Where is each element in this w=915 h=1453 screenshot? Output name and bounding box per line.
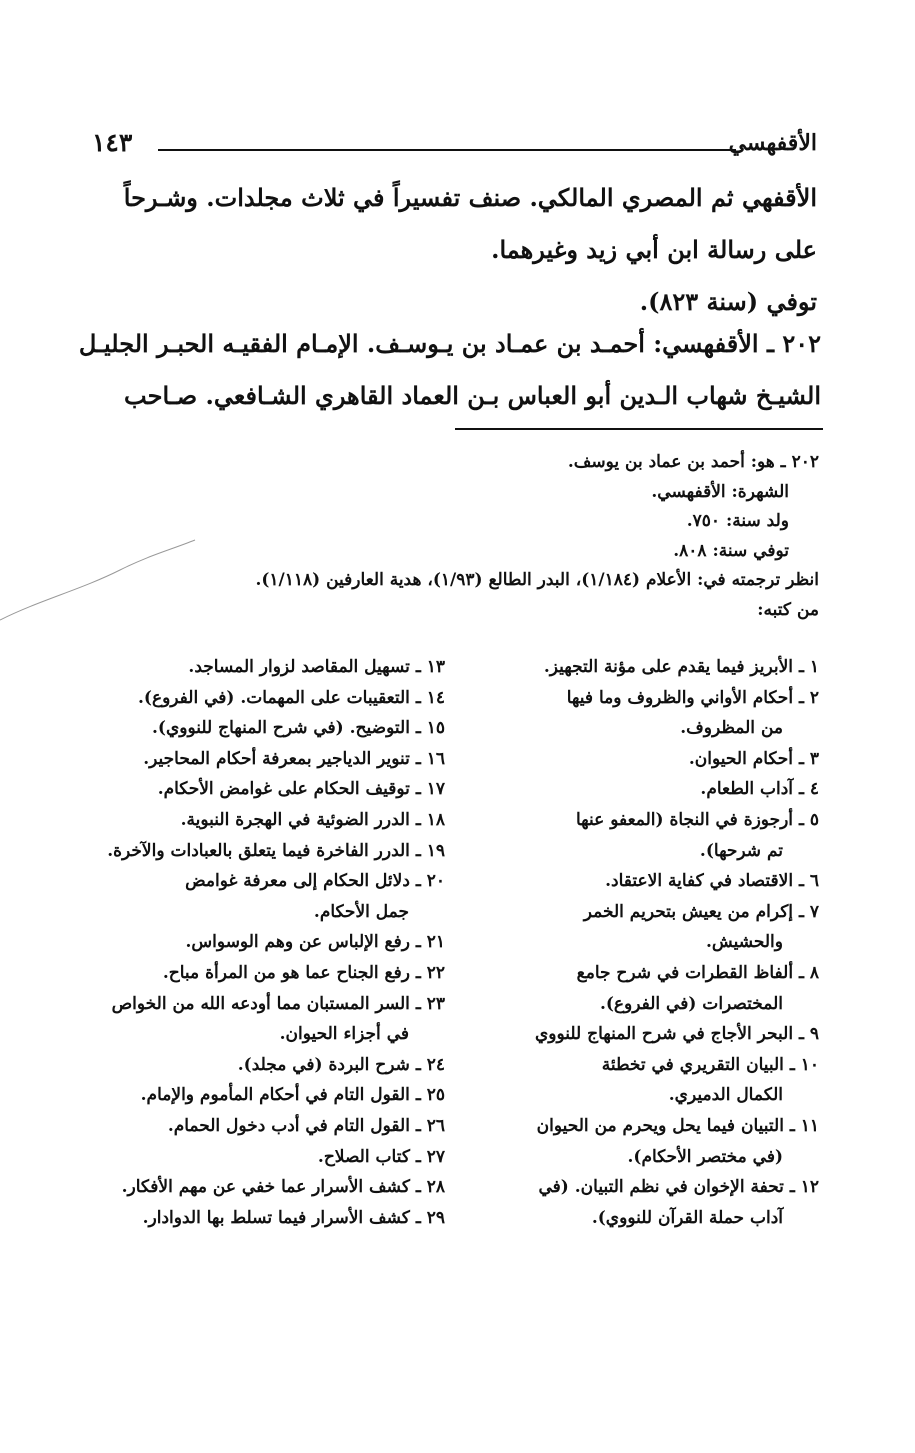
book-list-right-column [499,652,819,1233]
book-title-line: ١ ـ الأبريز فيما يقدم على مؤنة التجهيز. [543,657,819,677]
main-line: ٢٠٢ ـ الأقفهسي: أحمـد بن عمـاد بن يـوسـف. الإمـام الفقيـه الحبـر الجليـل [78,329,821,358]
book-list-item [499,652,819,683]
book-list-item [85,744,445,775]
book-title-line: ٢٩ ـ كشف الأسرار فيما تسلط بها الدوادار. [142,1207,445,1228]
running-header-title: الأقفهسي [728,130,817,156]
book-list-item [499,897,819,958]
main-paragraph-continuation [79,172,817,328]
book-list-item [499,683,819,744]
book-title-line: ٢٢ ـ رفع الجناح عما هو من المرأة مباح. [162,962,445,983]
book-list-item [85,1080,445,1111]
book-title-line: ٢ ـ أحكام الأواني والظروف وما فيها [566,687,819,708]
book-title-line: ٢٧ ـ كتاب الصلاح. [317,1146,445,1167]
book-title-line: ٦ ـ الاقتصاد في كفاية الاعتقاد. [605,871,819,892]
footnote-line: ٢٠٢ ـ هو: أحمد بن عماد بن يوسف. [567,452,819,472]
footnote-rule [455,428,823,430]
footnote-line: انظر ترجمته في: الأعلام (١/١٨٤)، البدر الطالع (١/٩٣)، هدية العارفين (١/١١٨). [255,570,819,590]
book-title-line: ٢١ ـ رفع الإلباس عن وهم الوسواس. [185,932,445,953]
book-title-line: ١٦ ـ تنوير الدياجير بمعرفة أحكام المحاجير. [143,748,445,769]
book-list-item [499,744,819,775]
book-title-line: ٢٤ ـ شرح البردة (في مجلد). [237,1054,445,1075]
book-list-item [85,713,445,744]
book-list-item [499,805,819,866]
book-list-item [499,866,819,897]
book-title-line: المختصرات (في الفروع). [599,993,783,1014]
scan-artifact [0,520,200,630]
book-title-line: (في مختصر الأحكام). [627,1146,783,1167]
book-list-item [85,652,445,683]
book-title-line: ٣ ـ أحكام الحيوان. [688,748,819,769]
book-title-line: جمل الأحكام. [313,901,409,922]
book-list-item [499,958,819,1019]
book-list-item [499,774,819,805]
book-list-item [85,774,445,805]
book-title-line: ٢٦ ـ القول التام في أدب دخول الحمام. [167,1115,445,1136]
book-title-line: ١٨ ـ الدرر الضوئية في الهجرة النبوية. [180,809,445,830]
book-list-item [85,866,445,927]
book-title-line: ١٩ ـ الدرر الفاخرة فيما يتعلق بالعبادات والآخرة. [107,840,445,861]
book-list-item [85,1050,445,1081]
book-list-item [85,927,445,958]
book-list-item [499,1172,819,1233]
book-title-line: والحشيش. [706,932,783,953]
book-list-item [85,1142,445,1173]
book-title-line: ٢٨ ـ كشف الأسرار عما خفي عن مهم الأفكار. [121,1177,445,1198]
book-list-item [499,1111,819,1172]
book-title-line: من المظروف. [680,718,783,739]
book-list-item [85,683,445,714]
book-list-item [85,1172,445,1203]
book-title-line: ٨ ـ ألفاظ القطرات في شرح جامع [576,962,819,983]
main-line: الأقفهي ثم المصري المالكي. صنف تفسيراً في ثلاث مجلدات. وشـرحاً [123,183,817,212]
page-number: ١٤٣ [92,128,133,157]
main-paragraph-entry-202 [78,318,821,422]
book-title-line: ١٤ ـ التعقيبات على المهمات. (في الفروع). [137,687,445,708]
book-list-item [85,805,445,836]
book-list-left-column [85,652,445,1233]
main-line: الشيـخ شهاب الـدين أبو العباس بـن العماد القاهري الشـافعي. صـاحب [124,381,821,410]
book-title-line: الكمال الدميري. [668,1085,783,1106]
footnote-line: توفي سنة: ٨٠٨. [673,540,789,561]
book-title-line: تم شرحها). [699,840,783,861]
footnote-block [99,448,819,625]
book-title-line: ٤ ـ آداب الطعام. [700,779,819,800]
book-title-line: ٧ ـ إكرام من يعيش بتحريم الخمر [583,901,819,922]
book-title-line: آداب حملة القرآن للنووي). [591,1207,783,1228]
book-title-line: في أجزاء الحيوان. [279,1024,409,1045]
book-list-item [499,1019,819,1050]
book-list-item [85,958,445,989]
footnote-line: ولد سنة: ٧٥٠. [686,511,789,531]
book-title-line: ٢٥ ـ القول التام في أحكام المأموم والإمام. [140,1085,445,1106]
book-list-item [85,1111,445,1142]
main-line: توفي (سنة ٨٢٣). [639,287,817,316]
book-list-item [499,1050,819,1111]
book-title-line: ٢٣ ـ السر المستبان مما أودعه الله من الخواص [111,993,445,1014]
header-rule [158,149,736,151]
book-list-item [85,989,445,1050]
footnote-line: الشهرة: الأقفهسي. [651,481,789,502]
book-title-line: ١٣ ـ تسهيل المقاصد لزوار المساجد. [188,657,445,677]
main-line: على رسالة ابن أبي زيد وغيرهما. [491,235,817,264]
book-title-line: ١١ ـ التبيان فيما يحل ويحرم من الحيوان [536,1115,819,1136]
book-title-line: ١٢ ـ تحفة الإخوان في نظم التبيان. (في [538,1177,819,1198]
book-title-line: ١٠ ـ البيان التقريري في تخطئة [601,1054,819,1075]
book-title-line: ١٥ ـ التوضيح. (في شرح المنهاج للنووي). [151,718,445,739]
book-title-line: ٢٠ ـ دلائل الحكام إلى معرفة غوامض [185,871,445,892]
book-list-item [85,1203,445,1234]
book-title-line: ٩ ـ البحر الأجاج في شرح المنهاج للنووي [535,1024,819,1045]
footnote-line: من كتبه: [757,599,819,620]
book-title-line: ٥ ـ أرجوزة في النجاة (المعفو عنها [575,809,819,830]
book-list-item [85,836,445,867]
book-title-line: ١٧ ـ توقيف الحكام على غوامض الأحكام. [157,779,445,800]
